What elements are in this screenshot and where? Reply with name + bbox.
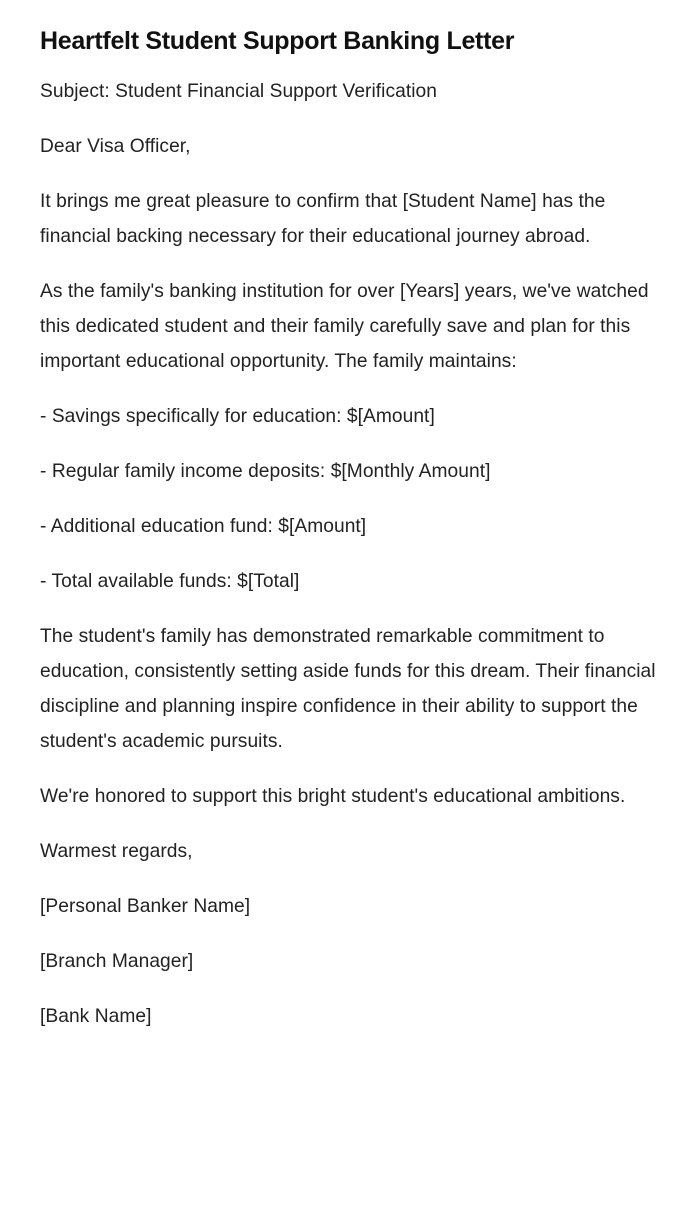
- letter-salutation: Dear Visa Officer,: [40, 136, 191, 157]
- letter-title: Heartfelt Student Support Banking Letter: [40, 27, 515, 55]
- fund-item-additional: - Additional education fund: $[Amount]: [40, 516, 367, 537]
- fund-item-savings: - Savings specifically for education: $[Amount]: [40, 406, 435, 427]
- letter-body-paragraph-1: As the family's banking institution for over [Years] years, we've watched this dedicated student and their family carefully save and plan for this important educational opportunity. The family maintains:: [40, 281, 649, 372]
- letter-closing: Warmest regards,: [40, 841, 193, 862]
- fund-item-total: - Total available funds: $[Total]: [40, 571, 300, 592]
- signature-branch-manager: [Branch Manager]: [40, 951, 194, 972]
- signature-bank-name: [Bank Name]: [40, 1006, 152, 1027]
- fund-item-income: - Regular family income deposits: $[Monthly Amount]: [40, 461, 491, 482]
- letter-subject: Subject: Student Financial Support Verification: [40, 81, 437, 102]
- letter-body-paragraph-3: We're honored to support this bright student's educational ambitions.: [40, 786, 626, 807]
- letter-intro-paragraph: It brings me great pleasure to confirm that [Student Name] has the financial backing necessary for their educational journey abroad.: [40, 191, 606, 247]
- letter-body-paragraph-2: The student's family has demonstrated remarkable commitment to education, consistently setting aside funds for this dream. Their financial discipline and planning inspire confidence in their ability to support the student's academic pursuits.: [40, 626, 656, 752]
- signature-banker-name: [Personal Banker Name]: [40, 896, 251, 917]
